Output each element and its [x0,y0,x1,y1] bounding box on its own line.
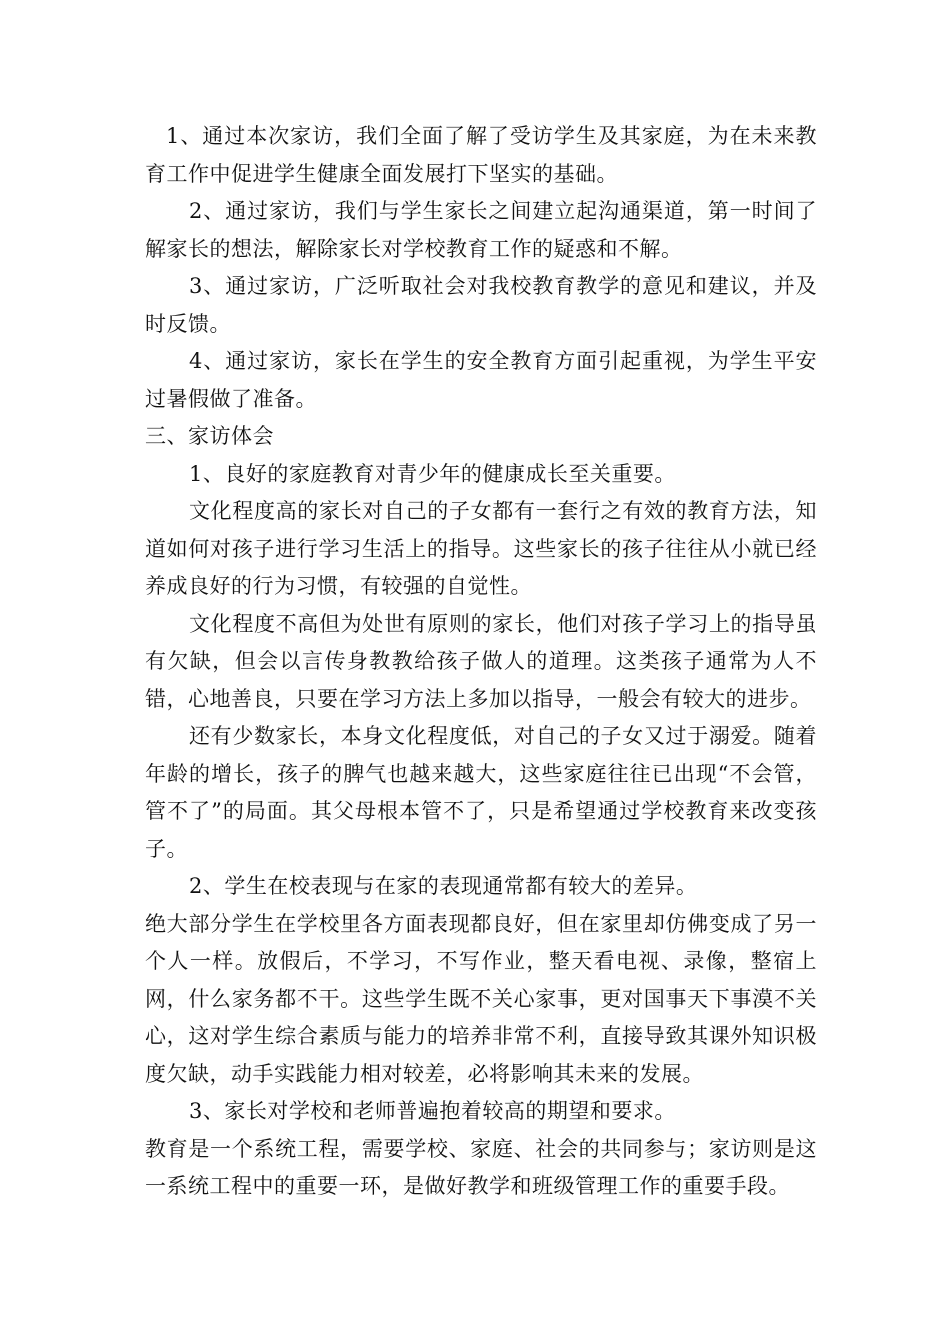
paragraph-result-3: 3、通过家访，广泛听取社会对我校教育教学的意见和建议，并及时反馈。 [145,274,817,336]
paragraph-result-2: 2、通过家访，我们与学生家长之间建立起沟通渠道，第一时间了解家长的想法，解除家长对学校教育工作的疑惑和不解。 [145,199,817,261]
paragraph-principled-parents: 文化程度不高但为处世有原则的家长，他们对孩子学习上的指导虽有欠缺，但会以言传身教教给孩子做人的道理。这类孩子通常为人不错，心地善良，只要在学习方法上多加以指导，一般会有较大的进步。 [145,611,817,711]
paragraph-reflection-2: 2、学生在校表现与在家的表现通常都有较大的差异。 [189,874,698,898]
document-body [145,118,817,1206]
paragraph-reflection-3: 3、家长对学校和老师普遍抱着较高的期望和要求。 [189,1099,676,1123]
paragraph-result-1: 1、通过本次家访，我们全面了解了受访学生及其家庭，为在未来教育工作中促进学生健康全面发展打下坚实的基础。 [145,124,817,186]
paragraph-system-engineering: 教育是一个系统工程，需要学校、家庭、社会的共同参与；家访则是这一系统工程中的重要一环，是做好教学和班级管理工作的重要手段。 [145,1136,817,1198]
paragraph-school-home-difference: 绝大部分学生在学校里各方面表现都良好，但在家里却仿佛变成了另一个人一样。放假后，不学习，不写作业，整天看电视、录像，整宿上网，什么家务都不干。这些学生既不关心家事，更对国事天下事漠不关心，这对学生综合素质与能力的培养非常不利，直接导致其课外知识极度欠缺，动手实践能力相对较差，必将影响其未来的发展。 [145,911,817,1086]
paragraph-result-4: 4、通过家访，家长在学生的安全教育方面引起重视，为学生平安过暑假做了准备。 [145,349,817,411]
section-heading-reflections: 三、家访体会 [145,424,274,448]
paragraph-doting-parents: 还有少数家长，本身文化程度低，对自己的子女又过于溺爱。随着年龄的增长，孩子的脾气也越来越大，这些家庭往往已出现“不会管，管不了”的局面。其父母根本管不了，只是希望通过学校教育来改变孩子。 [145,724,817,861]
paragraph-high-education-parents: 文化程度高的家长对自己的子女都有一套行之有效的教育方法，知道如何对孩子进行学习生活上的指导。这些家长的孩子往往从小就已经养成良好的行为习惯，有较强的自觉性。 [145,499,817,598]
paragraph-reflection-1: 1、良好的家庭教育对青少年的健康成长至关重要。 [189,461,676,486]
